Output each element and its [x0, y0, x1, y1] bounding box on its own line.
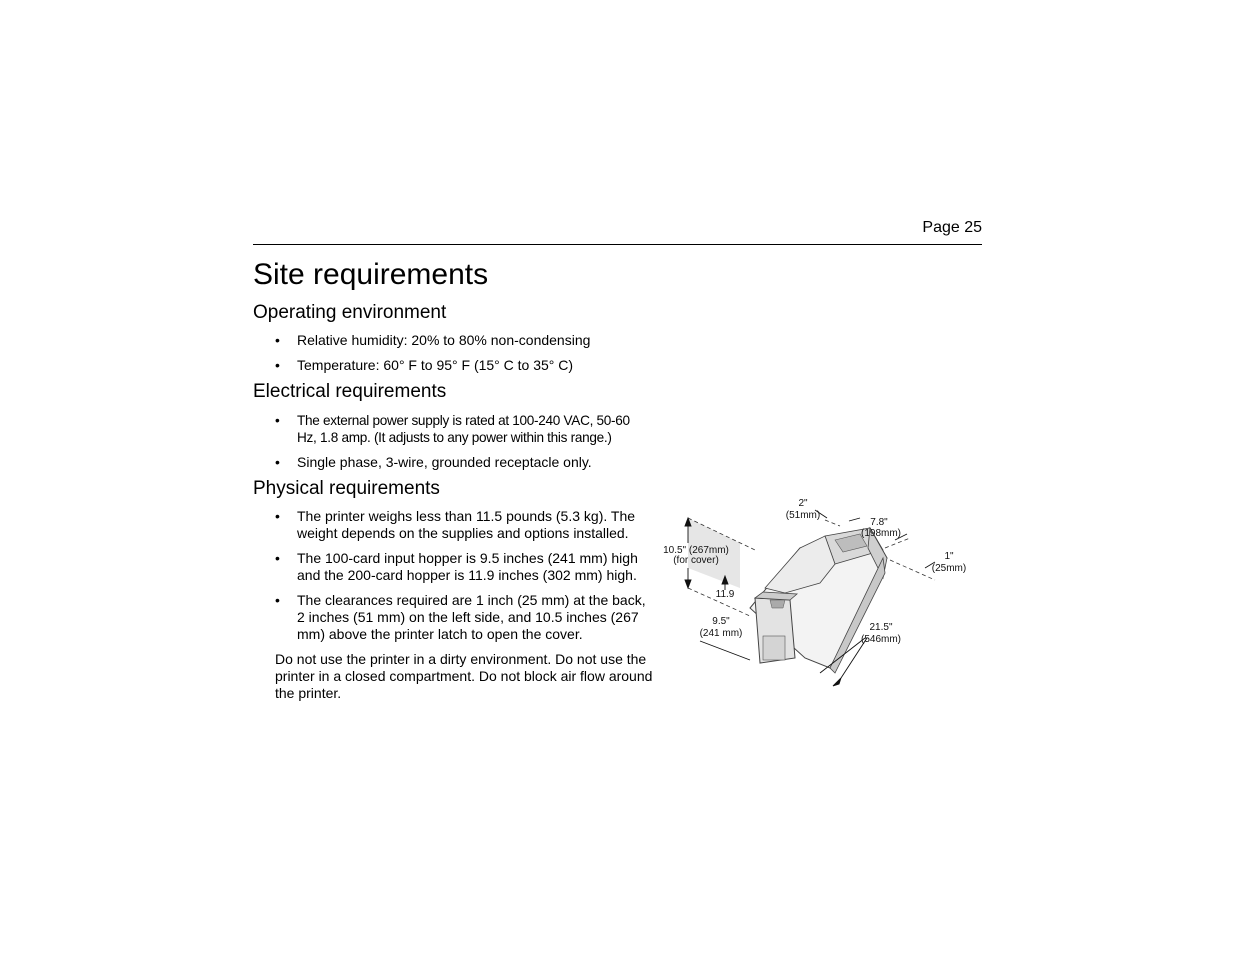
hopper-100-mm-label: (241 mm) [699, 628, 743, 639]
back-clearance-mm-label: (25mm) [931, 563, 967, 574]
electrical-requirements-list [275, 412, 641, 479]
bullet-glyph: • [275, 592, 280, 608]
printer-dimensions-figure [655, 488, 975, 693]
bullet-glyph: • [275, 413, 280, 428]
list-item [275, 508, 655, 542]
list-item-text: Temperature: 60° F to 95° F (15° C to 35° C) [297, 357, 574, 373]
page-title: Site requirements [253, 258, 489, 291]
left-clearance-mm-label: (51mm) [785, 510, 821, 521]
header-rule [253, 244, 982, 245]
bullet-glyph: • [275, 454, 280, 470]
bullet-glyph: • [275, 357, 280, 373]
list-item-text: The external power supply is rated at 100-240 VAC, 50-60 Hz, 1.8 amp. (It adjusts to any power within this range.) [297, 413, 630, 445]
printer-body [750, 528, 887, 673]
closing-paragraph: Do not use the printer in a dirty environment. Do not use the printer in a closed compartment. Do not block air flow around the printer. [275, 651, 653, 701]
list-item [275, 454, 641, 471]
list-item-text: The 100-card input hopper is 9.5 inches (241 mm) high and the 200-card hopper is 11.9 inches (302 mm) high. [297, 550, 638, 583]
list-item-text: Single phase, 3-wire, grounded receptacle only. [297, 454, 592, 470]
cover-clearance-label: 10.5" (267mm) [663, 545, 729, 556]
list-item [275, 592, 655, 643]
hopper-200-label: 11.9 [715, 589, 735, 600]
list-item-text: Relative humidity: 20% to 80% non-condensing [297, 332, 591, 348]
section-heading-electrical-requirements: Electrical requirements [253, 381, 447, 402]
list-item [275, 357, 655, 374]
width-label: 7.8" [870, 517, 888, 528]
page-number: Page 25 [922, 219, 982, 236]
physical-requirements-list [275, 508, 655, 651]
bullet-glyph: • [275, 508, 280, 524]
bullet-glyph: • [275, 550, 280, 566]
list-item [275, 412, 641, 446]
cover-note-label: (for cover) [673, 555, 719, 566]
list-item [275, 332, 655, 349]
bullet-glyph: • [275, 332, 280, 348]
list-item [275, 550, 655, 584]
section-heading-physical-requirements: Physical requirements [253, 478, 440, 499]
width-mm-label: (198mm) [860, 528, 902, 539]
operating-environment-list [275, 332, 655, 382]
back-clearance-label: 1" [944, 551, 954, 562]
list-item-text: The clearances required are 1 inch (25 mm) at the back, 2 inches (51 mm) on the left side, and 10.5 inches (267 mm) above the printer latch to open the cover. [297, 592, 646, 642]
hopper-100-label: 9.5" [712, 616, 730, 627]
list-item-text: The printer weighs less than 11.5 pounds (5.3 kg). The weight depends on the supplies and options installed. [297, 508, 636, 541]
length-label: 21.5" [869, 622, 893, 633]
section-heading-operating-environment: Operating environment [253, 302, 447, 323]
length-mm-label: (546mm) [860, 634, 902, 645]
printer-dimensions-illustration [655, 488, 975, 693]
left-clearance-label: 2" [798, 498, 808, 509]
